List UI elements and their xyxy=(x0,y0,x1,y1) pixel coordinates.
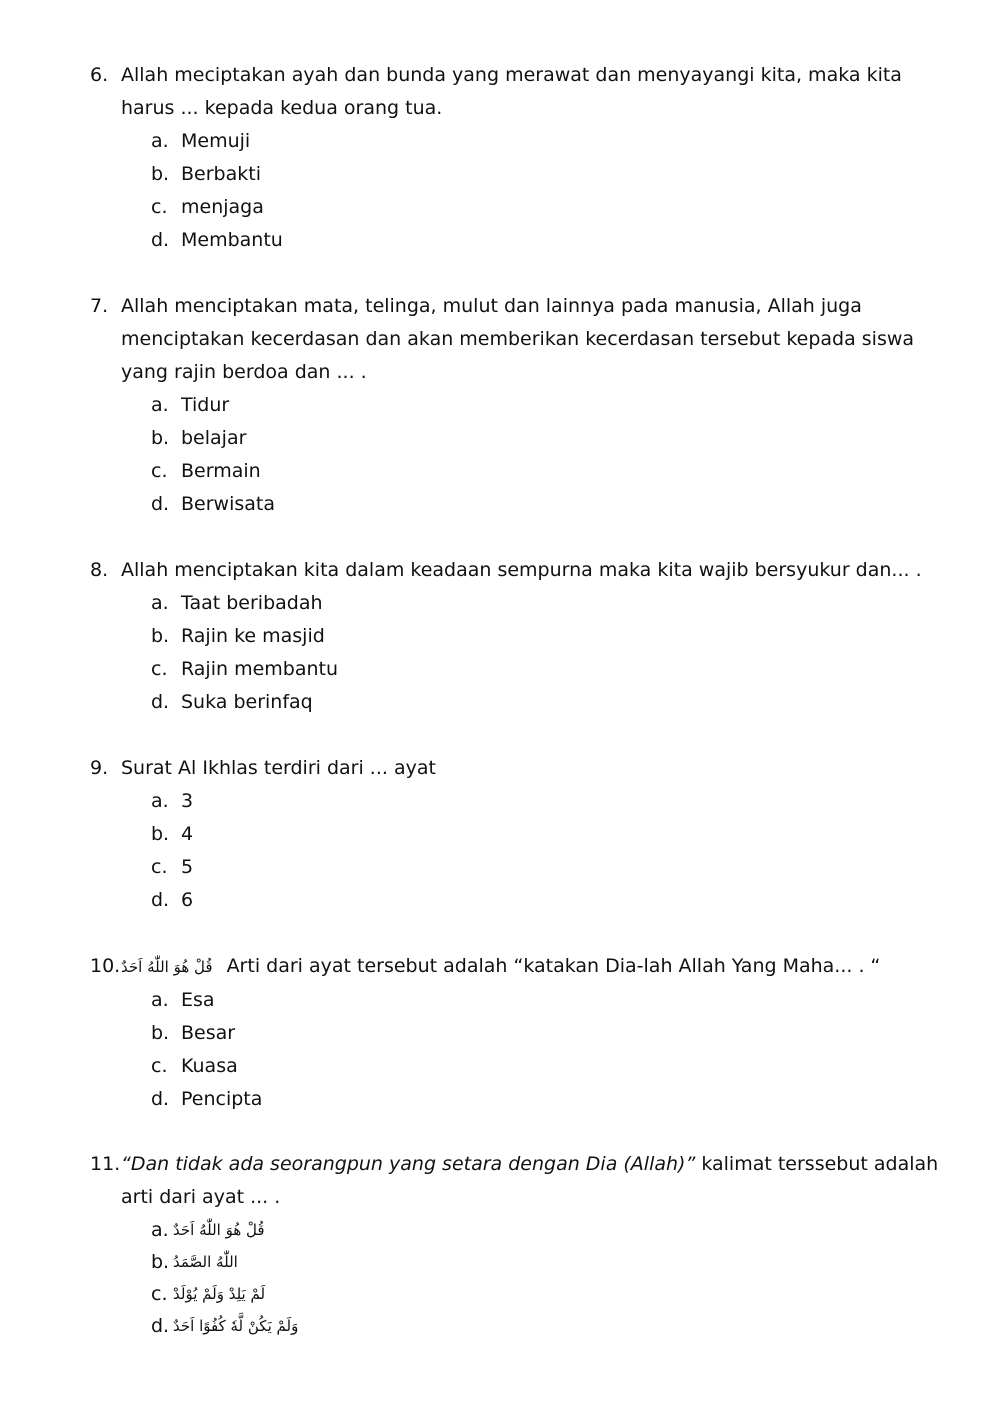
answer-options xyxy=(90,125,950,257)
option-c[interactable] xyxy=(90,455,950,488)
arabic-verse: لَمْ يَلِدْ وَلَمْ يُوْلَدْ xyxy=(173,1285,266,1303)
option-text: Berbakti xyxy=(181,163,261,185)
option-text: Besar xyxy=(181,1022,236,1044)
arabic-verse: قُلْ هُوَ اللّٰهُ اَحَدٌ xyxy=(121,958,213,976)
option-letter: a. xyxy=(151,394,169,416)
option-letter: a. xyxy=(151,790,169,812)
option-letter: c. xyxy=(151,1055,168,1077)
option-letter: b. xyxy=(151,625,170,647)
option-text: 6 xyxy=(181,889,194,911)
option-text: Kuasa xyxy=(181,1055,238,1077)
option-letter: c. xyxy=(151,658,168,680)
arabic-verse: قُلْ هُوَ اللّٰهُ اَحَدٌ xyxy=(173,1221,265,1239)
question-11 xyxy=(90,1148,950,1342)
option-letter: b. xyxy=(151,427,170,449)
arabic-verse: وَلَمْ يَكُنْ لَّهٗ كُفُوًا اَحَدٌ xyxy=(173,1317,299,1335)
option-letter: b. xyxy=(151,823,170,845)
question-8 xyxy=(90,554,950,719)
option-letter: a. xyxy=(151,130,169,152)
option-letter: b. xyxy=(151,1251,170,1273)
option-d[interactable] xyxy=(90,1310,950,1342)
answer-options xyxy=(90,785,950,917)
question-text: Allah menciptakan kita dalam keadaan sempurna maka kita wajib bersyukur dan... . xyxy=(121,559,922,581)
option-text: menjaga xyxy=(181,196,264,218)
option-letter: c. xyxy=(151,856,168,878)
option-letter: d. xyxy=(151,493,170,515)
option-letter: a. xyxy=(151,592,169,614)
option-b[interactable] xyxy=(90,1017,950,1050)
option-text: Rajin membantu xyxy=(181,658,339,680)
option-text: Pencipta xyxy=(181,1088,263,1110)
question-text: Allah menciptakan mata, telinga, mulut dan lainnya pada manusia, Allah juga menciptakan kecerdasan dan akan memberikan kecerdasan tersebut kepada siswa yang rajin berdoa dan ... . xyxy=(121,295,915,383)
option-letter: c. xyxy=(151,1283,168,1305)
option-a[interactable] xyxy=(90,125,950,158)
question-quote: “Dan tidak ada seorangpun yang setara dengan Dia (Allah)” xyxy=(121,1153,696,1175)
question-number: 6. xyxy=(90,64,109,86)
question-6 xyxy=(90,59,950,257)
question-9 xyxy=(90,752,950,917)
question-10 xyxy=(90,950,950,1116)
option-d[interactable] xyxy=(90,1083,950,1116)
option-a[interactable] xyxy=(90,1214,950,1246)
option-text: Membantu xyxy=(181,229,283,251)
answer-options xyxy=(90,984,950,1116)
question-7 xyxy=(90,290,950,521)
option-letter: c. xyxy=(151,196,168,218)
answer-options xyxy=(90,1214,950,1342)
option-a[interactable] xyxy=(90,587,950,620)
question-text: Allah meciptakan ayah dan bunda yang merawat dan menyayangi kita, maka kita harus ... kepada kedua orang tua. xyxy=(121,64,902,119)
option-text: Berwisata xyxy=(181,493,275,515)
option-c[interactable] xyxy=(90,1050,950,1083)
option-letter: d. xyxy=(151,229,170,251)
option-text: Taat beribadah xyxy=(181,592,323,614)
answer-options xyxy=(90,389,950,521)
option-b[interactable] xyxy=(90,422,950,455)
option-text: 3 xyxy=(181,790,194,812)
option-text: 5 xyxy=(181,856,194,878)
option-c[interactable] xyxy=(90,191,950,224)
answer-options xyxy=(90,587,950,719)
option-letter: d. xyxy=(151,1088,170,1110)
option-letter: d. xyxy=(151,1315,170,1337)
option-text: 4 xyxy=(181,823,194,845)
option-letter: b. xyxy=(151,1022,170,1044)
option-b[interactable] xyxy=(90,1246,950,1278)
question-text: Surat Al Ikhlas terdiri dari ... ayat xyxy=(121,757,436,779)
option-letter: a. xyxy=(151,989,169,1011)
option-b[interactable] xyxy=(90,620,950,653)
question-number: 7. xyxy=(90,295,109,317)
option-text: Rajin ke masjid xyxy=(181,625,325,647)
option-b[interactable] xyxy=(90,158,950,191)
option-text: Esa xyxy=(181,989,215,1011)
option-a[interactable] xyxy=(90,785,950,818)
arabic-verse: اللّٰهُ الصَّمَدُ xyxy=(173,1253,238,1271)
question-number: 10. xyxy=(90,955,121,977)
option-c[interactable] xyxy=(90,653,950,686)
question-number: 11. xyxy=(90,1153,121,1175)
question-number: 8. xyxy=(90,559,109,581)
option-text: Suka berinfaq xyxy=(181,691,313,713)
option-d[interactable] xyxy=(90,488,950,521)
option-b[interactable] xyxy=(90,818,950,851)
option-d[interactable] xyxy=(90,884,950,917)
option-d[interactable] xyxy=(90,686,950,719)
option-c[interactable] xyxy=(90,851,950,884)
option-d[interactable] xyxy=(90,224,950,257)
question-text-container xyxy=(121,950,950,984)
option-text: Tidur xyxy=(181,394,230,416)
option-text: belajar xyxy=(181,427,247,449)
question-text: Arti dari ayat tersebut adalah “katakan Dia-lah Allah Yang Maha... . “ xyxy=(226,955,881,977)
question-number: 9. xyxy=(90,757,109,779)
option-letter: c. xyxy=(151,460,168,482)
option-letter: a. xyxy=(151,1219,169,1241)
option-c[interactable] xyxy=(90,1278,950,1310)
question-text: kalimat terssebut adalah arti dari ayat ... . xyxy=(121,1153,939,1208)
option-text: Bermain xyxy=(181,460,261,482)
option-text: Memuji xyxy=(181,130,251,152)
option-letter: b. xyxy=(151,163,170,185)
question-text-container xyxy=(121,1148,950,1214)
option-letter: d. xyxy=(151,889,170,911)
option-a[interactable] xyxy=(90,389,950,422)
option-letter: d. xyxy=(151,691,170,713)
option-a[interactable] xyxy=(90,984,950,1017)
